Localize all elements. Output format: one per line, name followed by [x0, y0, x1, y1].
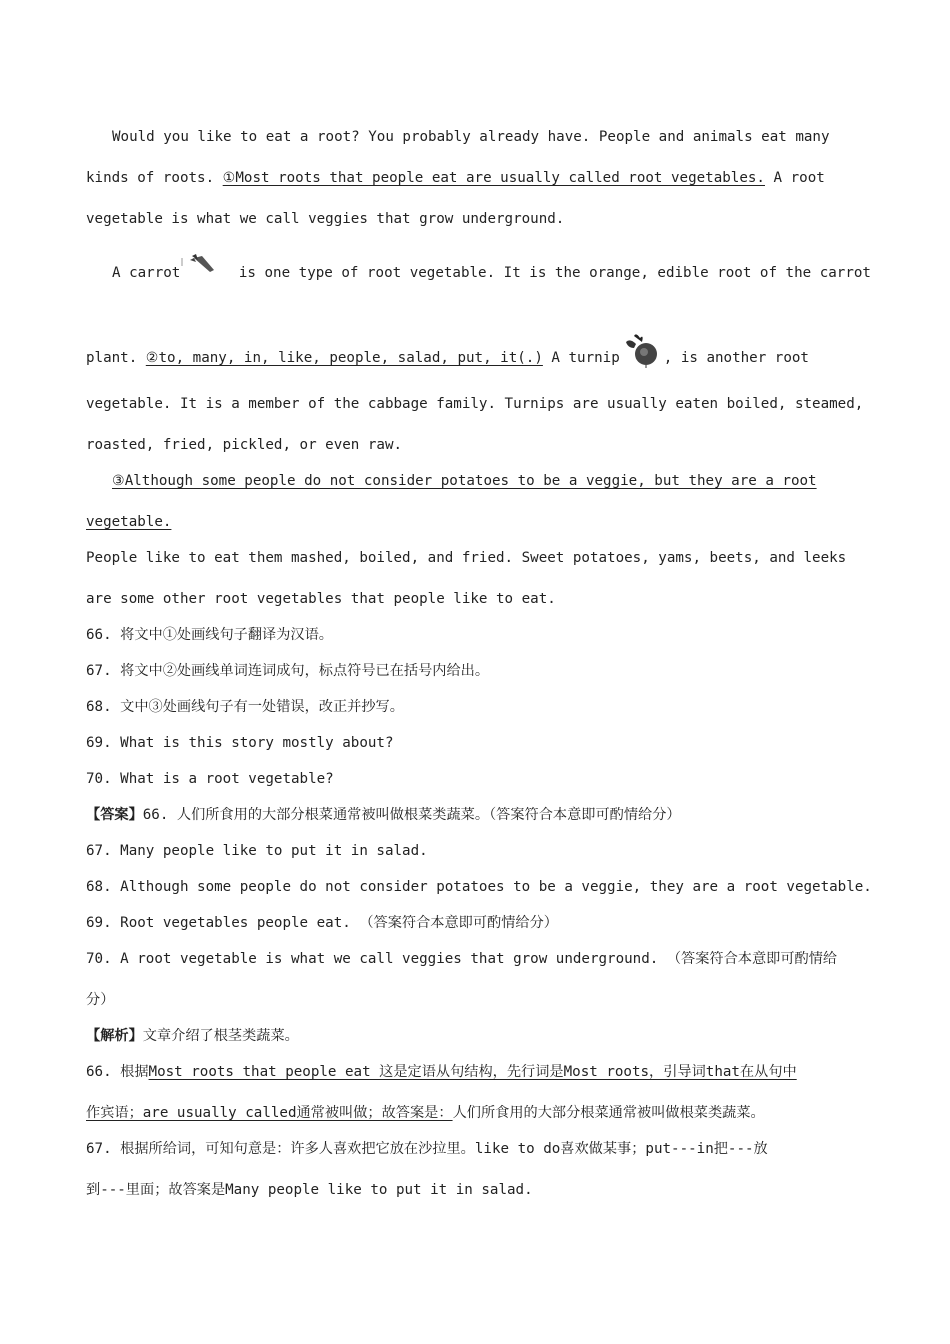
- passage-line: vegetable is what we call veggies that grow underground.: [86, 211, 565, 227]
- question-68: 68. 文中③处画线句子有一处错误，改正并抄写。: [86, 699, 404, 715]
- question-67: 67. 将文中②处画线单词连词成句，标点符号已在括号内给出。: [86, 663, 490, 679]
- text: is one type of root vegetable. It is the orange, edible root of the carrot: [230, 265, 871, 281]
- answer-66: [86, 805, 681, 825]
- text: A turnip: [542, 350, 620, 366]
- passage-line: [86, 512, 171, 532]
- text: 文章介绍了根茎类蔬菜。: [142, 1028, 299, 1044]
- text: A carrot: [112, 265, 181, 281]
- answer-70-cont: 分）: [86, 992, 115, 1008]
- question-66: 66. 将文中①处画线句子翻译为汉语。: [86, 627, 333, 643]
- carrot-image: [180, 252, 230, 282]
- question-69: 69. What is this story mostly about?: [86, 735, 394, 751]
- passage-line: vegetable. It is a member of the cabbage family. Turnips are usually eaten boiled, steamed,: [86, 396, 864, 412]
- passage-line: [86, 168, 825, 188]
- text: 人们所食用的大部分根菜通常被叫做根菜类蔬菜。: [452, 1105, 765, 1121]
- analysis-66-cont: [86, 1103, 765, 1123]
- underlined-text: Most roots that people eat 这是定语从句结构，先行词是Most roots，引导词that在从句中: [148, 1064, 797, 1080]
- answer-label: 【答案】: [86, 807, 143, 823]
- text: plant.: [86, 350, 146, 366]
- underlined-words-2: ②to, many, in, like, people, salad, put, it(.): [145, 350, 543, 366]
- answer-69: 69. Root vegetables people eat. （答案符合本意即可酌情给分）: [86, 915, 558, 931]
- analysis-67: 67. 根据所给词，可知句意是：许多人喜欢把它放在沙拉里。like to do喜欢做某事；put---in把---放: [86, 1141, 768, 1157]
- analysis-66: [86, 1062, 797, 1082]
- passage-line: roasted, fried, pickled, or even raw.: [86, 437, 403, 453]
- underlined-sentence-3-cont: vegetable.: [86, 514, 172, 530]
- text: kinds of roots.: [86, 170, 223, 186]
- passage-line: [112, 258, 871, 288]
- answer-68: 68. Although some people do not consider potatoes to be a veggie, they are a root vegetable.: [86, 879, 872, 895]
- answer-67: 67. Many people like to put it in salad.: [86, 843, 428, 859]
- analysis-67-cont: 到---里面；故答案是Many people like to put it in salad.: [86, 1182, 533, 1198]
- answer-70: 70. A root vegetable is what we call veggies that grow underground. （答案符合本意即可酌情给: [86, 951, 838, 967]
- passage-line: [112, 471, 817, 491]
- passage-line: Would you like to eat a root? You probably already have. People and animals eat many: [112, 129, 830, 145]
- question-70: 70. What is a root vegetable?: [86, 771, 334, 787]
- underlined-sentence-3: ③Although some people do not consider potatoes to be a veggie, but they are a root: [112, 473, 817, 489]
- text: 66. 人们所食用的大部分根菜通常被叫做根菜类蔬菜。（答案符合本意即可酌情给分）: [142, 807, 681, 823]
- analysis-label: 【解析】: [86, 1028, 143, 1044]
- analysis-intro: [86, 1026, 299, 1046]
- passage-line: are some other root vegetables that people like to eat.: [86, 591, 556, 607]
- passage-line: People like to eat them mashed, boiled, and fried. Sweet potatoes, yams, beets, and leeks: [86, 550, 847, 566]
- underlined-sentence-1: ①Most roots that people eat are usually called root vegetables.: [222, 170, 765, 186]
- text: , is another root: [663, 350, 809, 366]
- turnip-image: [620, 332, 664, 368]
- text: 66. 根据: [86, 1064, 149, 1080]
- underlined-text: 作宾语；are usually called通常被叫做；故答案是：: [86, 1105, 453, 1121]
- text: A root: [764, 170, 825, 186]
- passage-line: [86, 340, 809, 376]
